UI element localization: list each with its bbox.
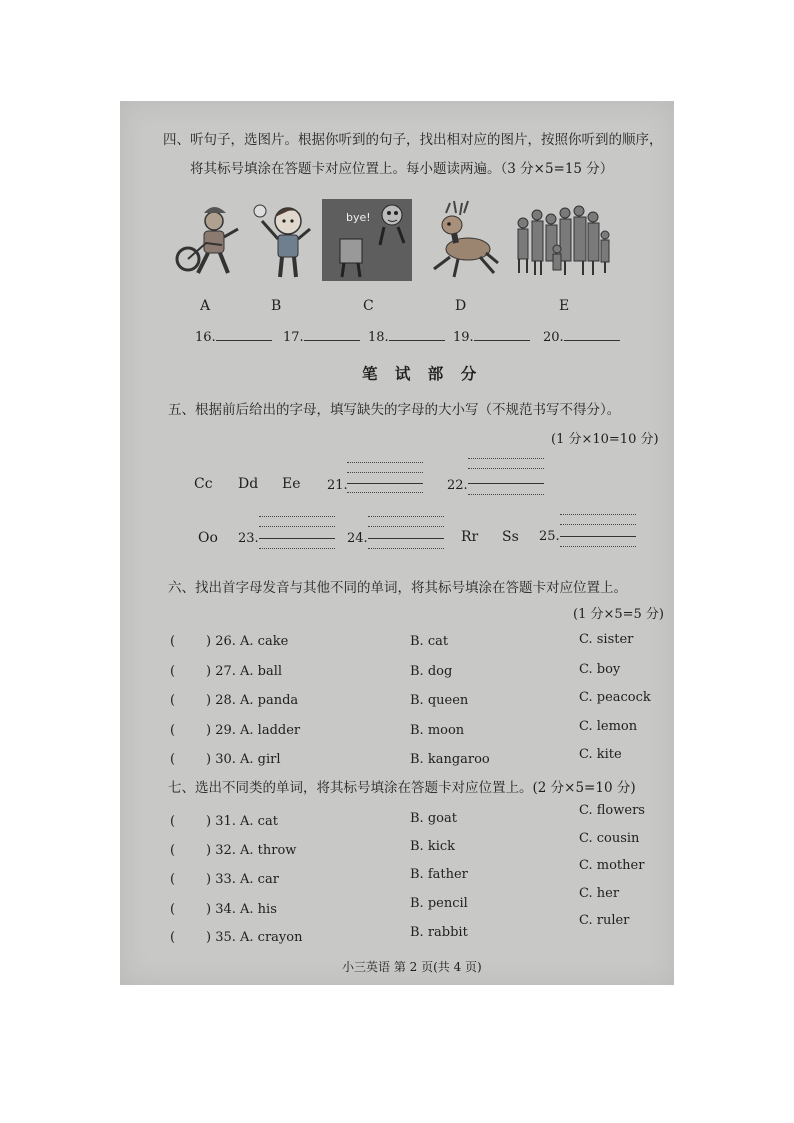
blank-line — [304, 328, 360, 341]
question-26-option-b: B. cat — [410, 634, 449, 649]
question-29-option-c: C. lemon — [579, 719, 638, 734]
blank-number: 20. — [543, 330, 564, 345]
write-box-24[interactable] — [368, 516, 444, 546]
option-a: ) 32. A. throw — [206, 843, 297, 858]
blank-line — [216, 328, 272, 341]
answer-bracket[interactable]: ( — [170, 930, 176, 945]
section4-heading-line2: 将其标号填涂在答题卡对应位置上。每小题读两遍。（3 分×5=15 分） — [190, 161, 614, 177]
letter-pair-oo: Oo — [198, 530, 218, 546]
picture-label-c: C — [363, 298, 374, 314]
picture-label-b: B — [271, 298, 282, 314]
answer-blank-19[interactable] — [453, 328, 530, 345]
written-part-title: 笔 试 部 分 — [362, 364, 483, 383]
question-28-option-b: B. queen — [410, 693, 469, 708]
boy-on-bike-picture — [174, 199, 244, 281]
question-26 — [170, 634, 288, 649]
question-29 — [170, 723, 300, 738]
question-32-option-b: B. kick — [410, 839, 456, 854]
option-a: ) 26. A. cake — [206, 634, 289, 649]
question-29-option-b: B. moon — [410, 723, 465, 738]
answer-bracket[interactable]: ( — [170, 902, 176, 917]
option-a: ) 29. A. ladder — [206, 723, 301, 738]
option-a: ) 35. A. crayon — [206, 930, 303, 945]
write-box-23[interactable] — [259, 516, 335, 546]
option-a: ) 30. A. girl — [206, 752, 281, 767]
item-number-24: 24. — [347, 531, 368, 546]
picture-label-a: A — [200, 298, 211, 314]
question-34-option-c: C. her — [579, 886, 620, 901]
family-group-picture — [513, 199, 613, 281]
option-a: ) 33. A. car — [206, 872, 279, 887]
answer-bracket[interactable]: ( — [170, 634, 176, 649]
question-31-option-c: C. flowers — [579, 803, 645, 818]
letter-pair-rr: Rr — [461, 529, 479, 545]
answer-bracket[interactable]: ( — [170, 752, 176, 767]
blank-line — [564, 328, 620, 341]
question-27-option-c: C. boy — [579, 662, 621, 677]
question-34-option-b: B. pencil — [410, 896, 468, 911]
letter-pair-ss: Ss — [502, 529, 519, 545]
question-35-option-c: C. ruler — [579, 913, 630, 928]
section7-heading: 七、选出不同类的单词，将其标号填涂在答题卡对应位置上。(2 分×5=10 分) — [168, 780, 636, 796]
blank-number: 19. — [453, 330, 474, 345]
blank-number: 18. — [368, 330, 389, 345]
answer-bracket[interactable]: ( — [170, 693, 176, 708]
question-30-option-c: C. kite — [579, 747, 622, 762]
answer-bracket[interactable]: ( — [170, 723, 176, 738]
question-28-option-c: C. peacock — [579, 690, 651, 705]
option-a: ) 28. A. panda — [206, 693, 299, 708]
answer-blank-20[interactable] — [543, 328, 620, 345]
answer-bracket[interactable]: ( — [170, 814, 176, 829]
bye-cartoon-picture — [322, 199, 412, 281]
item-number-23: 23. — [238, 531, 259, 546]
question-35-option-b: B. rabbit — [410, 925, 468, 940]
letter-pair-dd: Dd — [238, 476, 259, 492]
section6-heading: 六、找出首字母发音与其他不同的单词，将其标号填涂在答题卡对应位置上。 — [168, 580, 627, 596]
question-33 — [170, 872, 279, 887]
answer-bracket[interactable]: ( — [170, 843, 176, 858]
letter-pair-ee: Ee — [282, 476, 301, 492]
blank-line — [389, 328, 445, 341]
blank-line — [474, 328, 530, 341]
question-31 — [170, 814, 278, 829]
answer-blank-17[interactable] — [283, 328, 360, 345]
picture-label-e: E — [559, 298, 570, 314]
section4-heading-line1: 四、听句子，选图片。根据你听到的句子，找出相对应的图片，按照你听到的顺序， — [163, 132, 663, 148]
question-28 — [170, 693, 298, 708]
question-35 — [170, 930, 302, 945]
section5-score: (1 分×10=10 分) — [551, 432, 659, 447]
section5-heading: 五、根据前后给出的字母，填写缺失的字母的大小写（不规范书写不得分）。 — [168, 402, 621, 418]
write-box-25[interactable] — [560, 514, 636, 544]
write-box-21[interactable] — [347, 462, 423, 492]
deer-picture — [420, 199, 500, 281]
page-footer: 小三英语 第 2 页(共 4 页) — [342, 960, 482, 974]
letter-pair-cc: Cc — [194, 476, 213, 492]
write-box-22[interactable] — [468, 458, 544, 488]
option-a: ) 31. A. cat — [206, 814, 278, 829]
question-33-option-c: C. mother — [579, 858, 645, 873]
bye-bubble-text: bye! — [346, 211, 371, 224]
question-26-option-c: C. sister — [579, 632, 634, 647]
answer-bracket[interactable]: ( — [170, 664, 176, 679]
section6-score: (1 分×5=5 分) — [573, 607, 665, 622]
question-30 — [170, 752, 281, 767]
picture-label-d: D — [455, 298, 467, 314]
question-32 — [170, 843, 296, 858]
question-31-option-b: B. goat — [410, 811, 457, 826]
question-32-option-c: C. cousin — [579, 831, 640, 846]
boy-catching-ball-picture — [250, 199, 316, 281]
question-27 — [170, 664, 282, 679]
blank-number: 17. — [283, 330, 304, 345]
question-30-option-b: B. kangaroo — [410, 752, 490, 767]
question-27-option-b: B. dog — [410, 664, 453, 679]
question-34 — [170, 902, 277, 917]
item-number-21: 21. — [327, 478, 348, 493]
item-number-22: 22. — [447, 478, 468, 493]
option-a: ) 34. A. his — [206, 902, 277, 917]
option-a: ) 27. A. ball — [206, 664, 283, 679]
answer-blank-16[interactable] — [195, 328, 272, 345]
item-number-25: 25. — [539, 529, 560, 544]
blank-number: 16. — [195, 330, 216, 345]
answer-bracket[interactable]: ( — [170, 872, 176, 887]
answer-blank-18[interactable] — [368, 328, 445, 345]
question-33-option-b: B. father — [410, 867, 468, 882]
